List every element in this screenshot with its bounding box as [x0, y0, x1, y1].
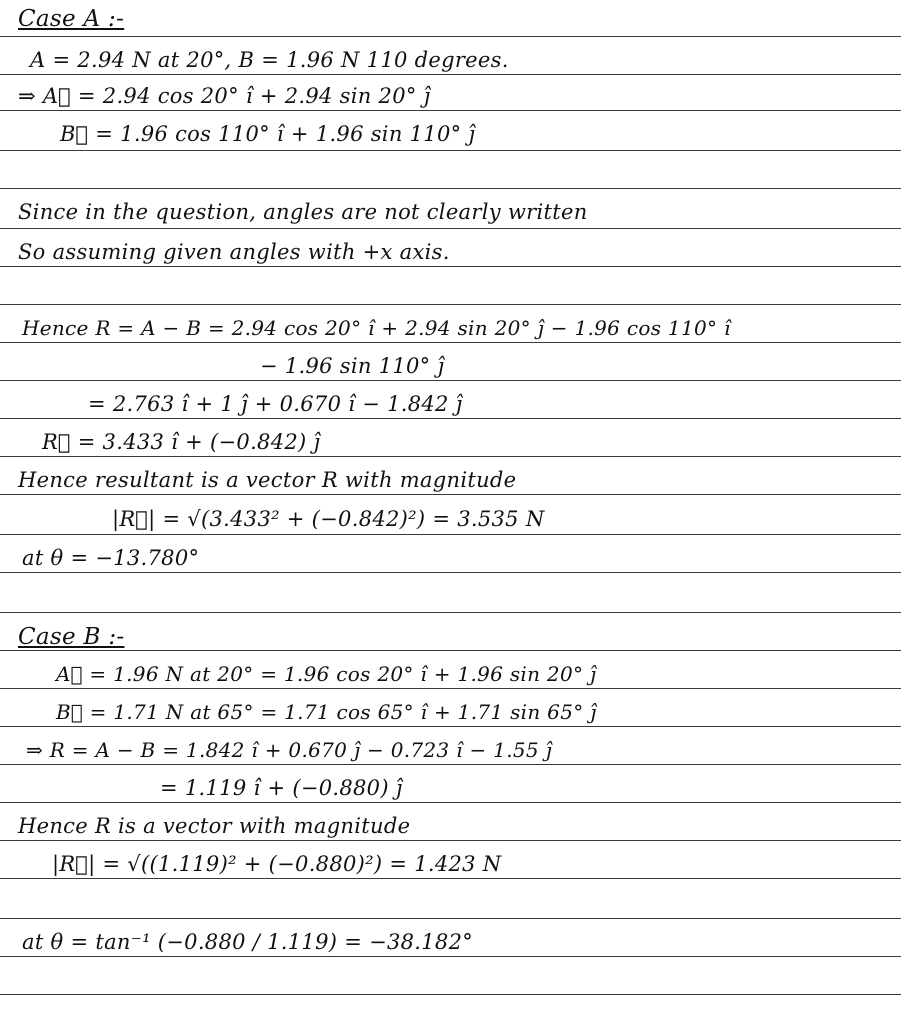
case-a-calc-1: Hence R = A − B = 2.94 cos 20° î + 2.94 sin 20° ĵ − 1.96 cos 110° î: [22, 316, 731, 340]
case-a-resultant-vector: R⃗ = 3.433 î + (−0.842) ĵ: [42, 430, 321, 454]
ruled-line: [0, 342, 901, 343]
case-b-vector-a: A⃗ = 1.96 N at 20° = 1.96 cos 20° î + 1.96 sin 20° ĵ: [56, 662, 597, 686]
case-a-angle: at θ = −13.780°: [22, 546, 200, 570]
ruled-line: [0, 74, 901, 75]
case-a-calc-2: − 1.96 sin 110° ĵ: [260, 354, 445, 378]
case-a-note-2: So assuming given angles with +x axis.: [18, 240, 450, 264]
ruled-line: [0, 764, 901, 765]
ruled-line: [0, 110, 901, 111]
ruled-line: [0, 494, 901, 495]
ruled-line: [0, 572, 901, 573]
ruled-line: [0, 456, 901, 457]
case-b-magnitude: |R⃗| = √((1.119)² + (−0.880)²) = 1.423 N: [52, 852, 502, 876]
ruled-line: [0, 418, 901, 419]
ruled-line: [0, 228, 901, 229]
case-b-difference: ⇒ R = A − B = 1.842 î + 0.670 ĵ − 0.723 î − 1.55 ĵ: [26, 738, 553, 762]
ruled-line: [0, 188, 901, 189]
ruled-line: [0, 534, 901, 535]
case-b-angle: at θ = tan⁻¹ (−0.880 / 1.119) = −38.182°: [22, 930, 474, 954]
case-b-resultant-vector: = 1.119 î + (−0.880) ĵ: [160, 776, 403, 800]
ruled-line: [0, 878, 901, 879]
case-a-vector-b: B⃗ = 1.96 cos 110° î + 1.96 sin 110° ĵ: [60, 122, 476, 146]
case-b-heading: Case B :-: [18, 624, 125, 650]
ruled-line: [0, 650, 901, 651]
case-b-result-label: Hence R is a vector with magnitude: [18, 814, 411, 838]
ruled-line: [0, 612, 901, 613]
case-b-vector-b: B⃗ = 1.71 N at 65° = 1.71 cos 65° î + 1.71 sin 65° ĵ: [56, 700, 597, 724]
case-a-heading: Case A :-: [18, 6, 125, 32]
ruled-line: [0, 380, 901, 381]
case-a-note-1: Since in the question, angles are not clearly written: [18, 200, 588, 224]
ruled-line: [0, 36, 901, 37]
ruled-line: [0, 150, 901, 151]
ruled-line: [0, 802, 901, 803]
case-a-vector-a: ⇒ A⃗ = 2.94 cos 20° î + 2.94 sin 20° ĵ: [18, 84, 431, 108]
ruled-line: [0, 840, 901, 841]
case-a-given: A = 2.94 N at 20°, B = 1.96 N 110 degrees.: [30, 48, 509, 72]
case-a-magnitude: |R⃗| = √(3.433² + (−0.842)²) = 3.535 N: [112, 507, 545, 531]
case-a-calc-3: = 2.763 î + 1 ĵ + 0.670 î − 1.842 ĵ: [88, 392, 463, 416]
ruled-line: [0, 994, 901, 995]
ruled-line: [0, 304, 901, 305]
ruled-line: [0, 726, 901, 727]
case-a-result-label: Hence resultant is a vector R with magnitude: [18, 468, 517, 492]
ruled-line: [0, 956, 901, 957]
ruled-line: [0, 918, 901, 919]
ruled-line: [0, 266, 901, 267]
ruled-line: [0, 688, 901, 689]
